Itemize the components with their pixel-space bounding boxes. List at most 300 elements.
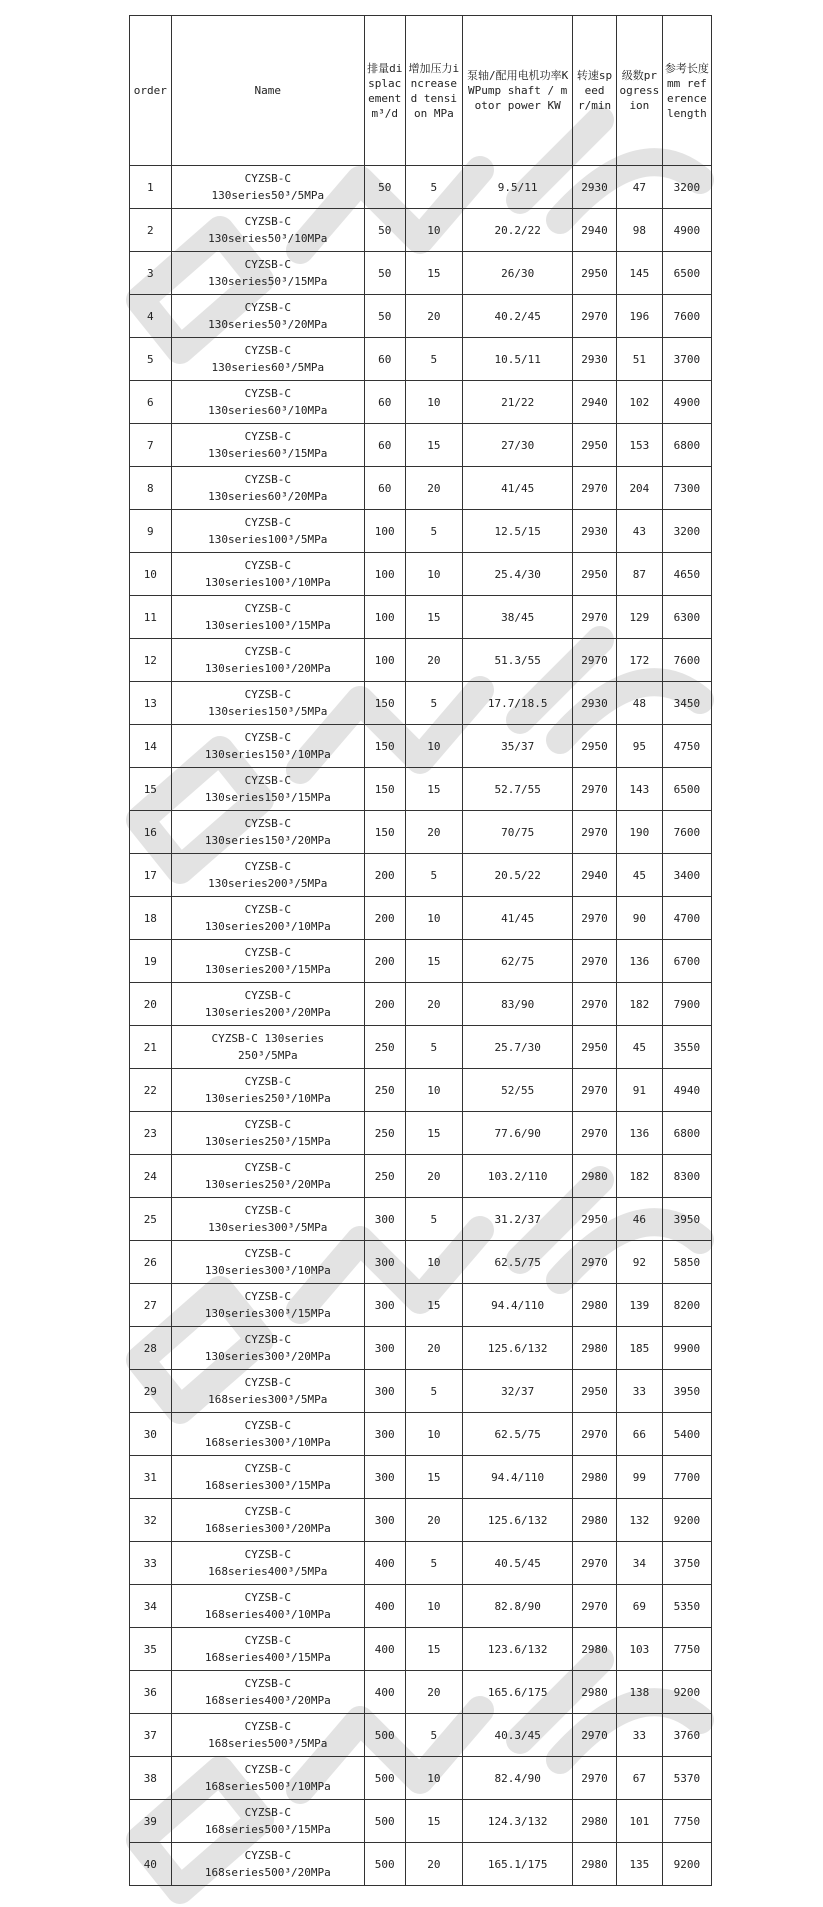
cell-displacement: 150 [364,768,405,811]
cell-power: 165.6/175 [463,1671,573,1714]
cell-length: 3550 [662,1026,711,1069]
cell-pressure: 5 [405,510,463,553]
cell-order: 24 [130,1155,172,1198]
cell-displacement: 300 [364,1198,405,1241]
cell-speed: 2950 [573,553,617,596]
cell-power: 17.7/18.5 [463,682,573,725]
model-line-1: CYZSB-C [244,559,291,572]
cell-power: 41/45 [463,467,573,510]
cell-displacement: 200 [364,940,405,983]
cell-order: 5 [130,338,172,381]
cell-pressure: 15 [405,940,463,983]
cell-pressure: 20 [405,811,463,854]
cell-pressure: 15 [405,424,463,467]
cell-speed: 2970 [573,811,617,854]
cell-length: 6500 [662,252,711,295]
cell-pressure: 20 [405,1499,463,1542]
cell-name [171,166,364,209]
model-line-2: 130series300³/5MPa [208,1221,328,1234]
cell-displacement: 200 [364,854,405,897]
cell-power: 32/37 [463,1370,573,1413]
model-line-1: CYZSB-C [244,1161,291,1174]
cell-displacement: 100 [364,596,405,639]
cell-length: 3450 [662,682,711,725]
cell-power: 40.2/45 [463,295,573,338]
model-line-2: 130series200³/15MPa [204,963,331,976]
cell-speed: 2970 [573,983,617,1026]
cell-length: 7750 [662,1628,711,1671]
table-row [130,467,712,510]
table-row [130,940,712,983]
cell-displacement: 400 [364,1628,405,1671]
cell-length: 7750 [662,1800,711,1843]
table-row [130,1112,712,1155]
model-line-2: 168series500³/20MPa [204,1866,331,1879]
model-line-1: CYZSB-C [244,1333,291,1346]
cell-progression: 66 [616,1413,662,1456]
cell-length: 6800 [662,424,711,467]
cell-power: 10.5/11 [463,338,573,381]
table-row [130,1026,712,1069]
cell-progression: 45 [616,854,662,897]
model-line-2: 168series400³/15MPa [204,1651,331,1664]
table-row [130,1671,712,1714]
cell-displacement: 200 [364,983,405,1026]
model-line-1: CYZSB-C [244,215,291,228]
cell-progression: 182 [616,983,662,1026]
table-row [130,1069,712,1112]
model-line-1: CYZSB-C [244,1419,291,1432]
cell-displacement: 150 [364,682,405,725]
model-line-1: CYZSB-C [244,344,291,357]
cell-power: 40.5/45 [463,1542,573,1585]
table-row [130,1499,712,1542]
cell-name [171,1112,364,1155]
cell-order: 3 [130,252,172,295]
cell-speed: 2970 [573,1413,617,1456]
model-line-2: 130series250³/15MPa [204,1135,331,1148]
cell-order: 10 [130,553,172,596]
model-line-1: CYZSB-C [244,1806,291,1819]
cell-pressure: 10 [405,1069,463,1112]
cell-progression: 92 [616,1241,662,1284]
cell-progression: 46 [616,1198,662,1241]
cell-displacement: 300 [364,1499,405,1542]
cell-length: 4700 [662,897,711,940]
cell-progression: 182 [616,1155,662,1198]
cell-power: 62.5/75 [463,1241,573,1284]
table-row [130,1585,712,1628]
cell-progression: 48 [616,682,662,725]
cell-order: 18 [130,897,172,940]
model-line-2: 130series50³/20MPa [208,318,328,331]
model-line-1: CYZSB-C [244,860,291,873]
cell-name [171,854,364,897]
cell-displacement: 250 [364,1155,405,1198]
cell-speed: 2970 [573,639,617,682]
cell-progression: 95 [616,725,662,768]
header-length: 参考长度mm reference length [662,16,711,166]
model-line-2: 130series300³/15MPa [204,1307,331,1320]
cell-length: 7900 [662,983,711,1026]
model-line-2: 168series400³/10MPa [204,1608,331,1621]
cell-pressure: 15 [405,1284,463,1327]
model-line-2: 130series150³/5MPa [208,705,328,718]
cell-pressure: 5 [405,338,463,381]
cell-progression: 43 [616,510,662,553]
cell-length: 9200 [662,1499,711,1542]
cell-pressure: 15 [405,768,463,811]
model-line-1: CYZSB-C [244,1634,291,1647]
cell-displacement: 150 [364,725,405,768]
cell-speed: 2930 [573,338,617,381]
cell-speed: 2980 [573,1155,617,1198]
cell-pressure: 20 [405,1671,463,1714]
cell-pressure: 5 [405,166,463,209]
cell-length: 3200 [662,166,711,209]
cell-name [171,596,364,639]
model-line-1: CYZSB-C [244,903,291,916]
header-pressure: 增加压力increased tension MPa [405,16,463,166]
cell-name [171,1284,364,1327]
cell-progression: 67 [616,1757,662,1800]
cell-order: 26 [130,1241,172,1284]
model-line-1: CYZSB-C [244,1677,291,1690]
cell-order: 25 [130,1198,172,1241]
cell-order: 30 [130,1413,172,1456]
table-row [130,682,712,725]
cell-progression: 103 [616,1628,662,1671]
table-row [130,1241,712,1284]
cell-displacement: 50 [364,166,405,209]
cell-pressure: 10 [405,381,463,424]
model-line-2: 168series500³/15MPa [204,1823,331,1836]
model-line-2: 130series60³/10MPa [208,404,328,417]
cell-progression: 33 [616,1370,662,1413]
cell-progression: 102 [616,381,662,424]
model-line-2: 130series100³/20MPa [204,662,331,675]
table-row [130,983,712,1026]
cell-displacement: 300 [364,1284,405,1327]
cell-length: 7600 [662,295,711,338]
cell-power: 83/90 [463,983,573,1026]
table-row [130,1370,712,1413]
model-line-2: 130series50³/15MPa [208,275,328,288]
cell-speed: 2930 [573,682,617,725]
cell-progression: 135 [616,1843,662,1886]
cell-length: 6700 [662,940,711,983]
cell-displacement: 50 [364,252,405,295]
cell-order: 2 [130,209,172,252]
cell-power: 52.7/55 [463,768,573,811]
cell-progression: 45 [616,1026,662,1069]
cell-length: 7700 [662,1456,711,1499]
model-line-2: 130series200³/10MPa [204,920,331,933]
cell-progression: 204 [616,467,662,510]
table-row [130,639,712,682]
cell-order: 37 [130,1714,172,1757]
cell-length: 6500 [662,768,711,811]
cell-power: 35/37 [463,725,573,768]
cell-order: 27 [130,1284,172,1327]
model-line-1: CYZSB-C [244,645,291,658]
cell-pressure: 20 [405,1155,463,1198]
cell-displacement: 500 [364,1800,405,1843]
model-line-1: CYZSB-C [244,1376,291,1389]
model-line-1: CYZSB-C [244,817,291,830]
cell-length: 6300 [662,596,711,639]
model-line-2: 168series300³/15MPa [204,1479,331,1492]
cell-name [171,1671,364,1714]
table-row [130,295,712,338]
table-row [130,1757,712,1800]
model-line-1: CYZSB-C [244,989,291,1002]
cell-displacement: 300 [364,1241,405,1284]
cell-progression: 33 [616,1714,662,1757]
cell-order: 11 [130,596,172,639]
cell-order: 29 [130,1370,172,1413]
cell-pressure: 15 [405,1112,463,1155]
cell-order: 40 [130,1843,172,1886]
cell-speed: 2980 [573,1628,617,1671]
cell-power: 82.8/90 [463,1585,573,1628]
cell-speed: 2940 [573,209,617,252]
cell-length: 5400 [662,1413,711,1456]
cell-progression: 101 [616,1800,662,1843]
cell-length: 8300 [662,1155,711,1198]
cell-power: 25.4/30 [463,553,573,596]
cell-order: 15 [130,768,172,811]
cell-displacement: 400 [364,1542,405,1585]
model-line-2: 130series60³/15MPa [208,447,328,460]
cell-power: 31.2/37 [463,1198,573,1241]
table-row [130,596,712,639]
table-row [130,1155,712,1198]
model-line-2: 130series250³/10MPa [204,1092,331,1105]
cell-order: 13 [130,682,172,725]
model-line-2: 130series150³/15MPa [204,791,331,804]
cell-displacement: 100 [364,639,405,682]
cell-pressure: 20 [405,467,463,510]
cell-power: 40.3/45 [463,1714,573,1757]
cell-power: 51.3/55 [463,639,573,682]
cell-order: 16 [130,811,172,854]
cell-power: 62/75 [463,940,573,983]
table-row [130,1284,712,1327]
cell-speed: 2980 [573,1800,617,1843]
cell-speed: 2980 [573,1499,617,1542]
cell-power: 82.4/90 [463,1757,573,1800]
cell-power: 165.1/175 [463,1843,573,1886]
model-line-2: 130series300³/20MPa [204,1350,331,1363]
cell-speed: 2970 [573,1585,617,1628]
cell-length: 5850 [662,1241,711,1284]
cell-name [171,639,364,682]
cell-displacement: 500 [364,1843,405,1886]
cell-length: 3750 [662,1542,711,1585]
cell-pressure: 20 [405,1327,463,1370]
cell-name [171,1370,364,1413]
cell-power: 124.3/132 [463,1800,573,1843]
cell-pressure: 15 [405,1456,463,1499]
model-line-1: CYZSB-C [244,516,291,529]
cell-progression: 136 [616,940,662,983]
cell-pressure: 20 [405,295,463,338]
cell-progression: 190 [616,811,662,854]
cell-order: 21 [130,1026,172,1069]
cell-pressure: 5 [405,854,463,897]
cell-length: 9900 [662,1327,711,1370]
cell-order: 17 [130,854,172,897]
cell-name [171,467,364,510]
cell-progression: 99 [616,1456,662,1499]
cell-name [171,1155,364,1198]
header-order: order [130,16,172,166]
cell-order: 14 [130,725,172,768]
header-displacement: 排量displacement m³/d [364,16,405,166]
cell-order: 12 [130,639,172,682]
cell-power: 25.7/30 [463,1026,573,1069]
cell-displacement: 400 [364,1671,405,1714]
model-line-1: CYZSB-C [244,1290,291,1303]
cell-speed: 2980 [573,1456,617,1499]
table-row [130,897,712,940]
model-line-1: CYZSB-C [244,946,291,959]
cell-name [171,1800,364,1843]
cell-order: 20 [130,983,172,1026]
table-row [130,1327,712,1370]
cell-name [171,424,364,467]
model-line-2: 130series100³/15MPa [204,619,331,632]
cell-power: 9.5/11 [463,166,573,209]
cell-speed: 2980 [573,1284,617,1327]
model-line-2: 130series50³/10MPa [208,232,328,245]
model-line-2: 130series50³/5MPa [211,189,325,202]
cell-speed: 2970 [573,897,617,940]
model-line-2: 130series150³/10MPa [204,748,331,761]
cell-displacement: 300 [364,1327,405,1370]
model-line-1: CYZSB-C [244,1591,291,1604]
model-line-1: CYZSB-C 130series [211,1032,325,1045]
cell-power: 94.4/110 [463,1284,573,1327]
model-line-1: CYZSB-C [244,1462,291,1475]
cell-pressure: 5 [405,682,463,725]
table-row [130,811,712,854]
model-line-2: 130series60³/20MPa [208,490,328,503]
cell-length: 7600 [662,639,711,682]
cell-name [171,1198,364,1241]
cell-speed: 2980 [573,1327,617,1370]
cell-speed: 2950 [573,1026,617,1069]
cell-pressure: 10 [405,553,463,596]
cell-length: 6800 [662,1112,711,1155]
model-line-2: 168series300³/5MPa [208,1393,328,1406]
cell-length: 7300 [662,467,711,510]
cell-order: 8 [130,467,172,510]
cell-speed: 2970 [573,1112,617,1155]
cell-progression: 69 [616,1585,662,1628]
model-line-2: 168series400³/5MPa [208,1565,328,1578]
table-row [130,1198,712,1241]
cell-progression: 153 [616,424,662,467]
cell-length: 3760 [662,1714,711,1757]
cell-displacement: 60 [364,424,405,467]
cell-name [171,983,364,1026]
cell-power: 27/30 [463,424,573,467]
cell-pressure: 10 [405,1413,463,1456]
cell-order: 23 [130,1112,172,1155]
cell-progression: 139 [616,1284,662,1327]
model-line-2: 130series200³/20MPa [204,1006,331,1019]
table-row [130,1800,712,1843]
cell-progression: 98 [616,209,662,252]
cell-displacement: 300 [364,1413,405,1456]
cell-order: 39 [130,1800,172,1843]
cell-name [171,811,364,854]
cell-order: 32 [130,1499,172,1542]
cell-displacement: 500 [364,1757,405,1800]
cell-power: 125.6/132 [463,1499,573,1542]
cell-length: 7600 [662,811,711,854]
cell-displacement: 150 [364,811,405,854]
cell-progression: 34 [616,1542,662,1585]
cell-order: 35 [130,1628,172,1671]
cell-order: 28 [130,1327,172,1370]
cell-length: 4900 [662,381,711,424]
model-line-2: 130series300³/10MPa [204,1264,331,1277]
cell-displacement: 50 [364,295,405,338]
cell-displacement: 100 [364,553,405,596]
table-row [130,338,712,381]
model-line-1: CYZSB-C [244,731,291,744]
cell-pressure: 10 [405,1585,463,1628]
cell-displacement: 200 [364,897,405,940]
cell-power: 125.6/132 [463,1327,573,1370]
model-line-1: CYZSB-C [244,1204,291,1217]
model-line-2: 130series100³/5MPa [208,533,328,546]
model-line-1: CYZSB-C [244,430,291,443]
cell-speed: 2980 [573,1671,617,1714]
cell-name [171,1585,364,1628]
cell-displacement: 250 [364,1026,405,1069]
cell-length: 3400 [662,854,711,897]
table-row [130,1456,712,1499]
cell-order: 33 [130,1542,172,1585]
cell-displacement: 100 [364,510,405,553]
cell-pressure: 5 [405,1198,463,1241]
model-line-1: CYZSB-C [244,172,291,185]
cell-length: 3700 [662,338,711,381]
cell-name [171,295,364,338]
cell-power: 12.5/15 [463,510,573,553]
model-line-2: 168series500³/10MPa [204,1780,331,1793]
cell-speed: 2970 [573,295,617,338]
header-power: 泵轴/配用电机功率KWPump shaft / motor power KW [463,16,573,166]
cell-speed: 2950 [573,424,617,467]
cell-name [171,1069,364,1112]
cell-name [171,1542,364,1585]
cell-length: 5370 [662,1757,711,1800]
cell-pressure: 5 [405,1542,463,1585]
cell-length: 4750 [662,725,711,768]
cell-displacement: 50 [364,209,405,252]
model-line-2: 130series150³/20MPa [204,834,331,847]
header-speed: 转速speed r/min [573,16,617,166]
cell-name [171,1757,364,1800]
cell-pressure: 10 [405,1757,463,1800]
cell-name [171,1413,364,1456]
table-row [130,209,712,252]
